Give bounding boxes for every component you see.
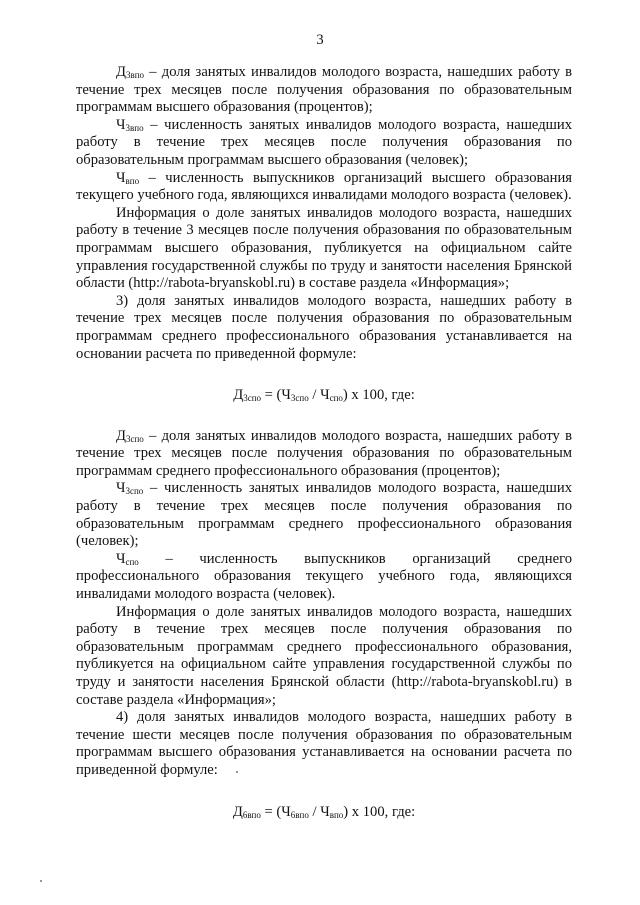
paragraph: $Д_{3впо}$ – доля занятых инвалидов молодого возраста, нашедших работу в течение трех месяцев после получения образования по образовательным программам высшего образования (процентов); bbox=[76, 64, 572, 116]
formula: $Д_{3спо} = (Ч_{3спо} / Ч_{спо})$ х 100, где: bbox=[233, 387, 415, 404]
paragraph: $Ч_{спо}$ – численность выпускников организаций среднего профессионального образования текущего учебного года, являющихся инвалидами молодого возраста (человек). bbox=[76, 550, 572, 603]
scan-speck bbox=[236, 771, 238, 773]
paragraph: $Ч_{впо}$ – численность выпускников организаций высшего образования текущего учебного года, являющихся инвалидами молодого возраста (человек). bbox=[76, 169, 572, 204]
paragraph: Информация о доле занятых инвалидов молодого возраста, нашедших работу в течение 3 месяцев после получения образования по образовательным программам высшего образования, публикуется на официальном сайте управления государственной службы по труду и занятости населения Брянской области (http://rabota-bryanskobl.ru) в составе раздела «Информация»; bbox=[76, 204, 572, 292]
paragraph: 3) доля занятых инвалидов молодого возраста, нашедших работу в течение трех месяцев после получения образования по образовательным программам среднего профессионального образования устанавливается на основании расчета по приведенной формуле: bbox=[76, 292, 572, 362]
definitions-block-a bbox=[76, 64, 572, 363]
page-number: 3 bbox=[316, 32, 324, 48]
paragraph: $Ч_{3впо}$ – численность занятых инвалидов молодого возраста, нашедших работу в течение трех месяцев после получения образования по образовательным программам высшего образования (человек); bbox=[76, 116, 572, 168]
paragraph: 4) доля занятых инвалидов молодого возраста, нашедших работу в течение шести месяцев после получения образования по образовательным программам высшего образования устанавливается на основании расчета по приведенной формуле: bbox=[76, 709, 572, 778]
definitions-block-b bbox=[76, 428, 572, 780]
paragraph: $Ч_{3спо}$ – численность занятых инвалидов молодого возраста, нашедших работу в течение трех месяцев после получения образования по образовательным программам среднего профессионального образования (человек); bbox=[76, 480, 572, 550]
paragraph: Информация о доле занятых инвалидов молодого возраста, нашедших работу в течение трех месяцев после получения образования по образовательным программам среднего профессионального образования, публикуется на официальном сайте управления государственной службы по труду и занятости населения Брянской области (http://rabota-bryanskobl.ru) в составе раздела «Информация»; bbox=[76, 603, 572, 708]
paragraph: $Д_{3спо}$ – доля занятых инвалидов молодого возраста, нашедших работу в течение трех месяцев после получения образования по образовательным программам среднего профессионального образования (процентов); bbox=[76, 427, 572, 479]
scan-speck bbox=[40, 880, 42, 882]
formula: $Д_{6впо} = (Ч_{6впо} / Ч_{впо})$ х 100, где: bbox=[232, 803, 416, 820]
document-body bbox=[76, 64, 572, 821]
